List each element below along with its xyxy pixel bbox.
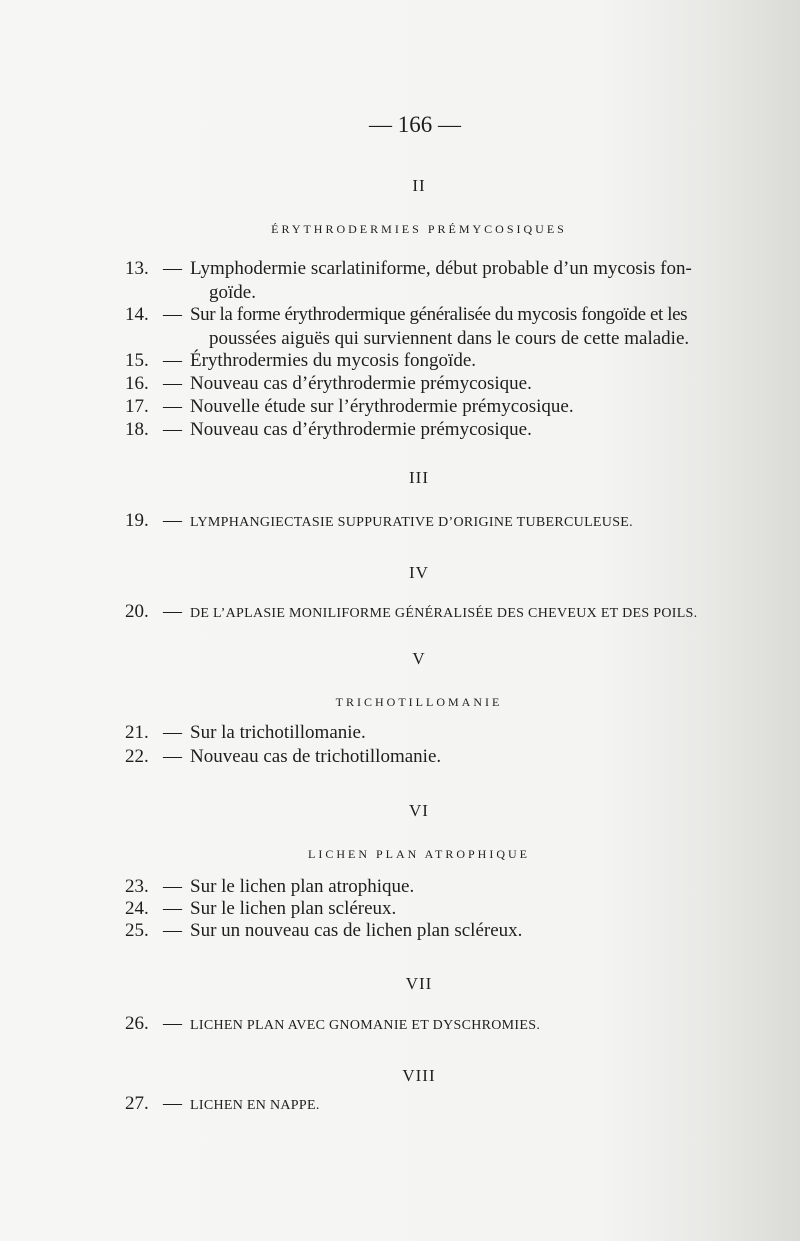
entry-number: 22. bbox=[125, 746, 149, 767]
entry-text: Sur la forme érythrodermique généralisée du mycosis fongoïde et les bbox=[190, 304, 688, 325]
section-heading-v: V bbox=[412, 649, 426, 668]
entry-23 bbox=[125, 876, 414, 898]
section-heading-iii: III bbox=[409, 468, 429, 487]
entry-dash: — bbox=[163, 601, 182, 622]
entry-24 bbox=[125, 898, 396, 920]
entry-text: DE L’APLASIE MONILIFORME GÉNÉRALISÉE DES CHEVEUX ET DES POILS. bbox=[190, 606, 698, 621]
section-subtitle-ii: ÉRYTHRODERMIES PRÉMYCOSIQUES bbox=[271, 222, 567, 236]
entry-dash: — bbox=[163, 396, 182, 417]
entry-dash: — bbox=[163, 1013, 182, 1034]
entry-text: LICHEN EN NAPPE. bbox=[190, 1098, 320, 1113]
section-heading-iv: IV bbox=[409, 563, 429, 582]
entry-text: Sur le lichen plan scléreux. bbox=[190, 898, 397, 919]
entry-number: 17. bbox=[125, 396, 149, 417]
entry-number: 20. bbox=[125, 601, 149, 622]
entry-text: Nouveau cas de trichotillomanie. bbox=[190, 746, 442, 767]
entry-27 bbox=[125, 1093, 320, 1115]
entry-number: 26. bbox=[125, 1013, 149, 1034]
entry-text: Nouvelle étude sur l’érythrodermie prémycosique. bbox=[190, 396, 574, 417]
entry-18 bbox=[125, 419, 532, 441]
entry-13 bbox=[125, 258, 692, 280]
entry-text: LYMPHANGIECTASIE SUPPURATIVE D’ORIGINE TUBERCULEUSE. bbox=[190, 515, 633, 530]
entry-text: Nouveau cas d’érythrodermie prémycosique. bbox=[190, 373, 532, 394]
entry-number: 21. bbox=[125, 722, 149, 743]
entry-number: 18. bbox=[125, 419, 149, 440]
entry-text: Sur le lichen plan atrophique. bbox=[190, 876, 415, 897]
entry-number: 13. bbox=[125, 258, 149, 279]
entry-21 bbox=[125, 722, 366, 744]
entry-text: Érythrodermies du mycosis fongoïde. bbox=[190, 350, 477, 371]
entry-dash: — bbox=[163, 722, 182, 743]
section-heading-vii: VII bbox=[405, 974, 433, 993]
entry-16 bbox=[125, 373, 532, 395]
entry-13-continuation: goïde. bbox=[209, 282, 256, 303]
entry-number: 23. bbox=[125, 876, 149, 897]
entry-number: 19. bbox=[125, 510, 149, 531]
section-subtitle-v: TRICHOTILLOMANIE bbox=[335, 695, 503, 709]
entry-dash: — bbox=[163, 876, 182, 897]
entry-dash: — bbox=[163, 746, 182, 767]
entry-text: Nouveau cas d’érythrodermie prémycosique. bbox=[190, 419, 532, 440]
entry-text: LICHEN PLAN AVEC GNOMANIE ET DYSCHROMIES. bbox=[190, 1018, 541, 1033]
entry-text: Sur un nouveau cas de lichen plan scléreux. bbox=[190, 920, 523, 941]
entry-number: 24. bbox=[125, 898, 149, 919]
section-heading-ii: II bbox=[412, 176, 426, 195]
entry-dash: — bbox=[163, 350, 182, 371]
entry-number: 16. bbox=[125, 373, 149, 394]
entry-26 bbox=[125, 1013, 540, 1035]
entry-15 bbox=[125, 350, 476, 372]
entry-dash: — bbox=[163, 1093, 182, 1114]
entry-17 bbox=[125, 396, 574, 418]
section-subtitle-vi: LICHEN PLAN ATROPHIQUE bbox=[308, 847, 530, 861]
entry-dash: — bbox=[163, 419, 182, 440]
entry-dash: — bbox=[163, 373, 182, 394]
entry-19 bbox=[125, 510, 633, 532]
entry-number: 15. bbox=[125, 350, 149, 371]
entry-14-continuation: poussées aiguës qui surviennent dans le cours de cette maladie. bbox=[209, 328, 690, 349]
entry-dash: — bbox=[163, 510, 182, 531]
page-number: — 166 — bbox=[369, 112, 461, 137]
section-heading-viii: VIII bbox=[402, 1066, 436, 1085]
entry-20 bbox=[125, 601, 697, 623]
entry-dash: — bbox=[163, 898, 182, 919]
entry-text: Lymphodermie scarlatiniforme, début probable d’un mycosis fon- bbox=[190, 258, 692, 279]
entry-text: Sur la trichotillomanie. bbox=[190, 722, 366, 743]
entry-number: 14. bbox=[125, 304, 149, 325]
entry-dash: — bbox=[163, 920, 182, 941]
entry-22 bbox=[125, 746, 441, 768]
entry-dash: — bbox=[163, 304, 182, 325]
entry-dash: — bbox=[163, 258, 182, 279]
entry-25 bbox=[125, 920, 522, 942]
entry-number: 27. bbox=[125, 1093, 149, 1114]
section-heading-vi: VI bbox=[409, 801, 429, 820]
entry-number: 25. bbox=[125, 920, 149, 941]
entry-14 bbox=[125, 304, 687, 326]
